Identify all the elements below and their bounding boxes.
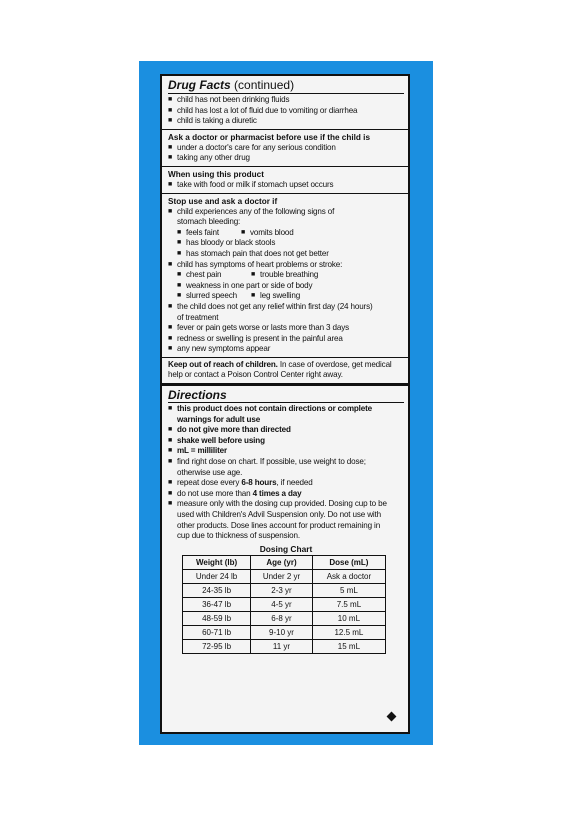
max-frequency: 4 times a day [252,488,302,498]
weight-cell: Under 24 lb [183,569,251,583]
dose-cell: Ask a doctor [312,569,385,583]
dose-cell: 5 mL [312,583,385,597]
stop-use-item: ■ redness or swelling is present in the painful area [168,334,404,345]
direction-item-continued: other products. Dose lines account for product remaining in [177,520,381,530]
column-header: Weight (lb) [183,555,251,569]
bleeding-sign: ■ has stomach pain that does not get better [177,249,404,260]
stop-use-item-continued: stomach bleeding: [177,217,241,227]
bleeding-sign: ■ feels faint [177,228,241,239]
when-using-item: ■ take with food or milk if stomach upset occurs [168,180,404,191]
dose-cell: 10 mL [312,611,385,625]
keep-out-bold: Keep out of reach of children. [168,359,278,369]
age-cell: 6-8 yr [251,611,313,625]
direction-item [168,489,404,500]
stop-use-item: ■ any new symptoms appear [168,344,404,355]
stop-use-item: ■ child experiences any of the following signs of [168,207,404,218]
when-using-heading: When using this product [168,169,264,179]
table-row [183,597,386,611]
bleeding-sign: ■ has bloody or black stools [177,238,404,249]
weight-cell: 60-71 lb [183,625,251,639]
direction-item: ■ shake well before using [168,436,404,447]
warning-item: ■ child is taking a diuretic [168,116,404,127]
direction-item: ■ find right dose on chart. If possible, use weight to dose; [168,457,404,468]
continued-label: (continued) [234,78,295,92]
bleeding-signs-row [168,228,404,239]
dosing-chart-header-row [183,555,386,569]
drug-facts-title: Drug Facts [168,78,231,92]
heart-sign: ■ weakness in one part or side of body [177,281,404,292]
bleeding-sign: ■ vomits blood [241,228,294,239]
warning-item: ■ child has not been drinking fluids [168,95,404,106]
direction-item: ■ do not give more than directed [168,425,404,436]
ask-doctor-item: ■ under a doctor's care for any serious condition [168,143,404,154]
warning-item: ■ child has lost a lot of fluid due to vomiting or diarrhea [168,106,404,117]
dose-cell: 7.5 mL [312,597,385,611]
directions-section [162,386,408,656]
keep-out-line2: help or contact a Poison Control Center right away. [168,370,343,380]
keep-out-section [162,358,408,386]
weight-cell: 24-35 lb [183,583,251,597]
heart-signs-row [168,270,404,281]
direction-item: ■ measure only with the dosing cup provided. Dosing cup to be [168,499,404,510]
repeat-text: repeat dose every [177,478,240,488]
table-row [183,639,386,653]
heart-sign: ■ slurred speech [177,291,251,302]
repeat-suffix: , if needed [276,478,313,488]
direction-item-continued: cup due to thickness of suspension. [177,531,300,541]
when-using-section [162,167,408,194]
heart-sign: ■ leg swelling [251,291,300,302]
dosing-chart-title: Dosing Chart [259,543,313,554]
heart-sign: ■ trouble breathing [251,270,318,281]
keep-out-line1: In case of overdose, get medical [279,359,392,369]
repeat-interval: 6-8 hours [241,478,277,488]
table-row [183,625,386,639]
drug-facts-label [160,74,410,734]
direction-item-continued: otherwise use age. [177,467,243,477]
ask-doctor-item: ■ taking any other drug [168,153,404,164]
ask-doctor-heading: Ask a doctor or pharmacist before use if the child is [168,132,371,142]
warnings-continued-section [162,76,408,130]
dose-cell: 15 mL [312,639,385,653]
heart-sign: ■ chest pain [177,270,251,281]
table-row [183,611,386,625]
dose-cell: 12.5 mL [312,625,385,639]
age-cell: 4-5 yr [251,597,313,611]
stop-use-item: ■ child has symptoms of heart problems or stroke: [168,260,404,271]
dosing-chart-table [182,555,386,654]
age-cell: 9-10 yr [251,625,313,639]
age-cell: Under 2 yr [251,569,313,583]
weight-cell: 72-95 lb [183,639,251,653]
max-text: do not use more than [177,488,251,498]
drug-facts-heading [168,78,404,94]
table-row [183,569,386,583]
keep-out-text [168,360,404,371]
stop-use-section [162,194,408,358]
heart-signs-row [168,291,404,302]
age-cell: 2-3 yr [251,583,313,597]
directions-title: Directions [168,388,404,403]
direction-item: ■ this product does not contain directions or complete [168,404,404,415]
stop-use-item-continued: of treatment [177,312,219,322]
column-header: Dose (mL) [312,555,385,569]
column-header: Age (yr) [251,555,313,569]
weight-cell: 36-47 lb [183,597,251,611]
table-row [183,583,386,597]
weight-cell: 48-59 lb [183,611,251,625]
stop-use-heading: Stop use and ask a doctor if [168,196,278,206]
ask-doctor-section [162,130,408,167]
direction-item [168,478,404,489]
stop-use-item: ■ fever or pain gets worse or lasts more than 3 days [168,323,404,334]
age-cell: 11 yr [251,639,313,653]
direction-item: ■ mL = milliliter [168,446,404,457]
stop-use-item: ■ the child does not get any relief within first day (24 hours) [168,302,404,313]
direction-item-continued: warnings for adult use [177,414,261,424]
direction-item-continued: used with Children's Advil Suspension only. Do not use with [177,510,381,519]
